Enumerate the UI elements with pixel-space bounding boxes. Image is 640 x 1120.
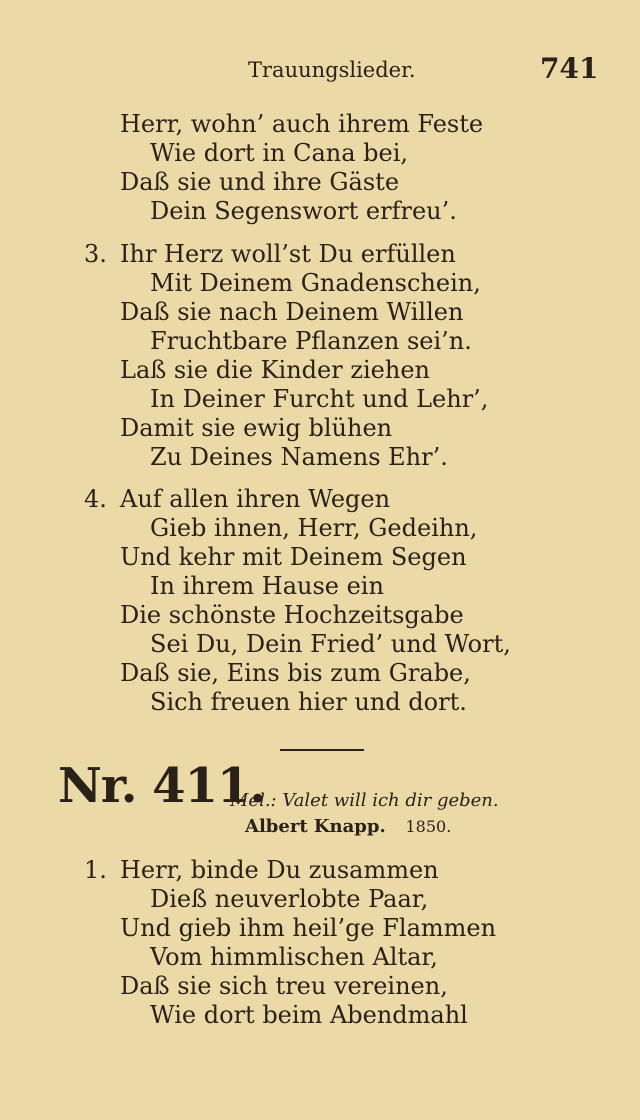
author-year: 1850. xyxy=(405,817,452,836)
verse-line: Und kehr mit Deinem Segen xyxy=(120,543,467,571)
verse-line: Die schönste Hochzeitsgabe xyxy=(120,601,464,629)
verse-line: Dein Segenswort erfreu’. xyxy=(150,197,457,225)
melody-note: Mel.: Valet will ich dir geben. xyxy=(230,790,499,811)
verse-line: Fruchtbare Pflanzen sei’n. xyxy=(150,327,472,355)
verse-line: Dieß neuverlobte Paar, xyxy=(150,885,429,913)
verse-line: Zu Deines Namens Ehr’. xyxy=(150,443,448,471)
verse-line: Ihr Herz woll’st Du erfüllen xyxy=(120,240,456,268)
verse-line: Daß sie nach Deinem Willen xyxy=(120,298,464,326)
author-name: Albert Knapp. xyxy=(245,816,386,837)
verse-line: In ihrem Hause ein xyxy=(150,572,384,600)
stanza-number: 3. xyxy=(84,240,107,268)
stanza-number: 4. xyxy=(84,485,107,513)
verse-line: Und gieb ihm heil’ge Flammen xyxy=(120,914,497,942)
verse-line: Daß sie sich treu vereinen, xyxy=(120,972,448,1000)
verse-line: Herr, binde Du zusammen xyxy=(120,856,439,884)
running-head: Trauungslieder. xyxy=(248,58,416,82)
verse-line: Damit sie ewig blühen xyxy=(120,414,393,442)
verse-line: Daß sie, Eins bis zum Grabe, xyxy=(120,659,471,687)
verse-line: Wie dort beim Abendmahl xyxy=(150,1001,468,1029)
author-line xyxy=(245,816,451,837)
verse-line: Vom himmlischen Altar, xyxy=(150,943,438,971)
verse-line: Wie dort in Cana bei, xyxy=(150,139,409,167)
page-number: 741 xyxy=(540,52,599,85)
stanza-number: 1. xyxy=(84,856,107,884)
section-divider xyxy=(280,749,364,751)
verse-line: Sei Du, Dein Fried’ und Wort, xyxy=(150,630,511,658)
verse-line: Sich freuen hier und dort. xyxy=(150,688,467,716)
verse-line: Gieb ihnen, Herr, Gedeihn, xyxy=(150,514,478,542)
verse-line: Laß sie die Kinder ziehen xyxy=(120,356,430,384)
verse-line: In Deiner Furcht und Lehr’, xyxy=(150,385,489,413)
verse-line: Mit Deinem Gnadenschein, xyxy=(150,269,481,297)
verse-line: Auf allen ihren Wegen xyxy=(120,485,391,513)
hymn-number: Nr. 411. xyxy=(58,758,266,814)
verse-line: Herr, wohn’ auch ihrem Feste xyxy=(120,110,484,138)
verse-line: Daß sie und ihre Gäste xyxy=(120,168,400,196)
